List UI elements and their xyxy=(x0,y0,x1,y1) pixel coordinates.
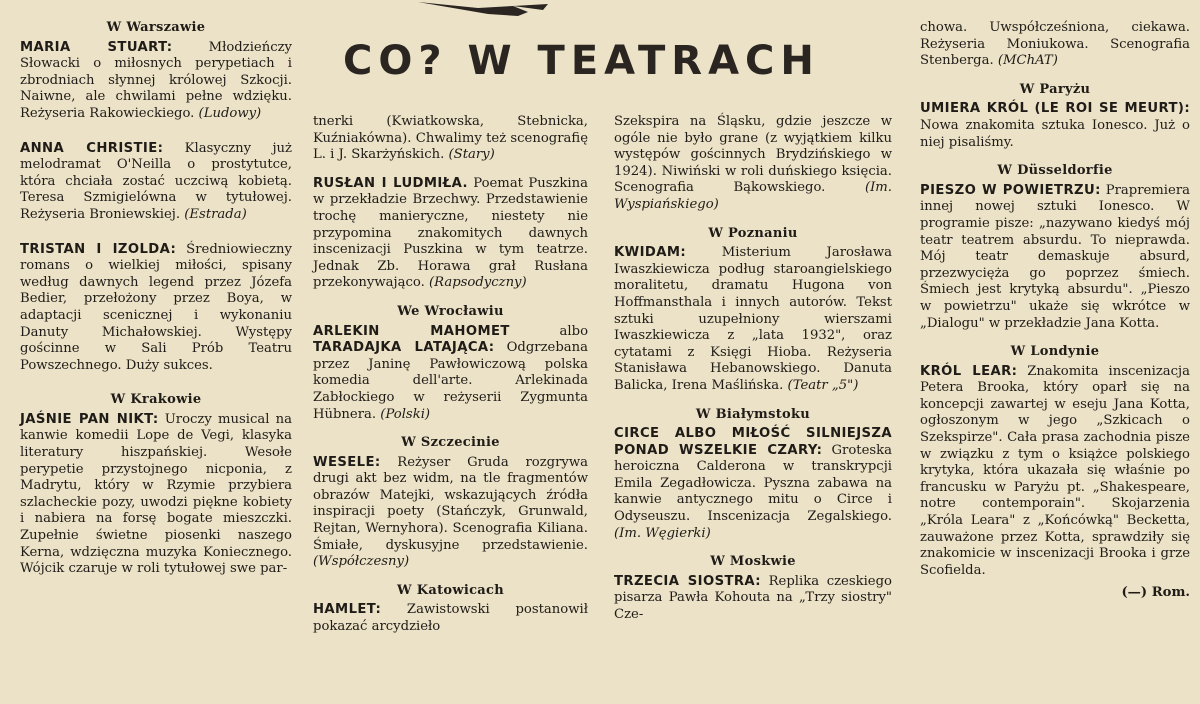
review-text: albo xyxy=(509,323,589,339)
review-text: Uroczy musical na kanwie komedii Lope de Vegi, klasyka literatury hiszpańskiej. Wesołe perypetie przystojnego nicponia, z Madrytu, który w Rzymie przybiera szlacheckie pozy, uwodzi piękne kobiety i nabiera na forsę bogate mieszczki. Zupełnie świetne piosenki naszego Kerna, wdzięczna muzyka Koniecznego. Wójcik czaruje w roli tytułowej swe par- xyxy=(20,411,292,577)
review-entry xyxy=(313,176,588,292)
venue: (Im. Węgierki) xyxy=(614,525,711,541)
review-entry xyxy=(313,324,588,424)
review-text: chowa. Uwspółcześniona, ciekawa. Reżyseria Moniukowa. Scenografia Stenberga. xyxy=(920,20,1190,69)
review-text: Poemat Puszkina w przekładzie Brzechwy. Przedstawienie trochę manieryczne, niestety nie przypomina znakomitych dawnych inscenizacji Puszkina w tym teatrze. Jednak Zb. Horawa grał Rusłana przekonywająco. xyxy=(313,175,588,291)
review-entry xyxy=(614,574,892,624)
review-text: Odgrzebana przez Janinę Pawłowiczową polska komedia dell'arte. Arlekinada Zabłockiego w reżyserii Zygmunta Hübnera. xyxy=(313,340,588,422)
review-entry xyxy=(20,141,292,224)
review-entry xyxy=(20,40,292,123)
review-text: Średniowieczny romans o wielkiej miłości, spisany według dawnych legend przez Józefa Bedier, przełożony przez Boya, w adaptacji scenicznej i wykonaniu Danuty Michałowskiej. Występy gościnne w Sali Prób Teatru Powszechnego. Duży sukces. xyxy=(20,241,292,373)
venue: (Rapsodyczny) xyxy=(428,275,527,291)
review-text: Zawistowski postanowił pokazać arcydzieło xyxy=(313,602,588,635)
review-text: Groteska heroiczna Calderona w transkrypcji Emila Zegadłowicza. Pyszna zabawa na kanwie antycznego mitu o Circe i Odyseuszu. Inscenizacja Zegalskiego. xyxy=(614,442,893,525)
city-heading: W Düsseldorfie xyxy=(997,163,1113,179)
play-title: ANNA CHRISTIE: xyxy=(20,140,164,156)
review-entry xyxy=(313,602,588,635)
review-text: Szekspira na Śląsku, gdzie jeszcze w ogóle nie było grane (z wyjątkiem kilku występów gościnnych Brydzińskiego w 1924). Niwiński w roli duńskiego księcia. Scenografia Bąkowskiego. xyxy=(614,114,892,196)
review-text: Młodzieńczy Słowacki o miłosnych perypetiach i zbrodniach słynnej królowej Szkocji. Naiwne, ale chwilami pełne wdzięku. Reżyseria Rakowieckiego. xyxy=(20,39,292,121)
review-entry xyxy=(614,426,892,542)
review-entry xyxy=(920,183,1190,332)
review-entry xyxy=(920,101,1190,151)
venue: (Polski) xyxy=(380,406,431,422)
play-title: ARLEKIN MAHOMET xyxy=(313,323,510,339)
venue: (Im. Wyspiańskiego) xyxy=(614,180,892,212)
city-heading: W Warszawie xyxy=(106,20,206,35)
play-title: KRÓL LEAR: xyxy=(920,363,1018,379)
venue: (Stary) xyxy=(448,147,495,163)
column-1 xyxy=(20,20,292,596)
play-title: TRISTAN I IZOLDA: xyxy=(20,241,177,257)
city-heading: W Poznaniu xyxy=(708,225,798,241)
column-2 xyxy=(313,114,588,648)
play-title: KWIDAM: xyxy=(614,245,687,261)
review-entry xyxy=(614,245,892,394)
review-entry xyxy=(20,412,292,578)
venue: (Teatr „5") xyxy=(787,377,859,393)
review-text: Reżyser Gruda rozgrywa drugi akt bez widm, na tle fragmentów obrazów Matejki, wskazujących źródła inspiracji poety (Stańczyk, Grunwald, Rejtan, Wernyhora). Scenografia Kiliana. Śmiałe, dyskusyjne przedstawienie. xyxy=(313,454,588,553)
review-text: Prapremiera innej nowej sztuki Ionesco. W programie pisze: „nazywano kiedyś mój teatr teatrem absurdu. To nieprawda. Mój teatr demaskuje absurd, przezwycięża go poprzez śmiech. Śmiech jest krytyką absurdu". „Pieszo w powietrzu" ukaże się wkrótce w „Dialogu" w przekładzie Jana Kotta. xyxy=(920,182,1190,331)
venue: (Ludowy) xyxy=(198,105,262,121)
review-entry xyxy=(920,364,1190,580)
review-entry xyxy=(313,114,588,164)
play-title: RUSŁAN I LUDMIŁA. xyxy=(313,175,468,191)
city-heading: W Londynie xyxy=(1010,344,1100,360)
play-title: CIRCE ALBO MIŁOŚĆ SILNIEJSZA PONAD WSZELKIE CZARY: xyxy=(614,426,892,458)
review-text: Klasyczny już melodramat O'Neilla o prostytutce, która chciała zostać uczciwą kobietą. Teresa Szmigielówna w tytułowej. Reżyseria Broniewskiej. xyxy=(20,140,292,222)
city-heading: W Moskwie xyxy=(710,554,796,570)
play-title: WESELE: xyxy=(313,454,381,470)
review-entry xyxy=(614,114,892,214)
play-title: UMIERA KRÓL (LE ROI SE MEURT): xyxy=(920,101,1190,117)
review-entry xyxy=(313,455,588,571)
play-title: MARIA STUART: xyxy=(20,39,173,55)
play-title: JAŚNIE PAN NIKT: xyxy=(20,411,159,427)
review-entry xyxy=(20,242,292,375)
venue: (Estrada) xyxy=(184,206,247,222)
city-heading: W Katowicach xyxy=(397,582,504,598)
review-text: tnerki (Kwiatkowska, Stebnicka, Kuźniakówna). Chwalimy też scenografię L. i J. Skarżyńskich. xyxy=(313,114,588,163)
review-text: Nowa znakomita sztuka Ionesco. Już o niej pisaliśmy. xyxy=(920,117,1190,150)
author-signature: (—) Rom. xyxy=(1121,585,1190,601)
pen-illustration xyxy=(418,0,558,20)
venue: (Współczesny) xyxy=(313,554,410,570)
review-entry xyxy=(920,20,1190,70)
review-text: Znakomita inscenizacja Petera Brooka, który oparł się na koncepcji zawartej w eseju Jana Kotta, ogłoszonym w jego „Szkicach o Szekspirze". Cała prasa zachodnia pisze w związku z tym o książce polskiego krytyka, która ukazała się właśnie po francusku w Paryżu pt. „Shakespeare, notre contemporain". Skojarzenia „Króla Leara" z „Końcówką" Becketta, zauważone przez Kotta, sprawdziły się znakomicie w inscenizacji Brooka i grze Scofielda. xyxy=(920,363,1191,578)
column-3 xyxy=(614,114,892,636)
play-title: PIESZO W POWIETRZU: xyxy=(920,182,1101,198)
review-text: Replika czeskiego pisarza Pawła Kohouta na „Trzy siostry" Cze- xyxy=(614,573,892,623)
play-title: HAMLET: xyxy=(313,602,382,618)
city-heading: W Krakowie xyxy=(110,392,202,408)
play-title: TRZECIA SIOSTRA: xyxy=(614,573,761,589)
city-heading: W Szczecinie xyxy=(401,435,500,451)
play-title: TARADAJKA LATAJĄCA: xyxy=(313,340,495,356)
review-text: Misterium Jarosława Iwaszkiewicza podług staroangielskiego moralitetu, dramatu Hugona von Hoffmansthala i innych autorów. Tekst sztuki uzupełniony wierszami Iwaszkiewicza z „lata 1932", oraz cytatami z Księgi Hioba. Reżyseria Stanisława Hebanowskiego. Danuta Balicka, Irena Maślińska. xyxy=(614,245,892,393)
column-4 xyxy=(920,20,1190,602)
city-heading: W Białymstoku xyxy=(695,406,811,422)
venue: (MChAT) xyxy=(997,53,1058,69)
city-heading: W Paryżu xyxy=(1019,81,1091,97)
city-heading: We Wrocławiu xyxy=(397,303,504,319)
page-headline: CO? W TEATRACH xyxy=(343,38,820,84)
